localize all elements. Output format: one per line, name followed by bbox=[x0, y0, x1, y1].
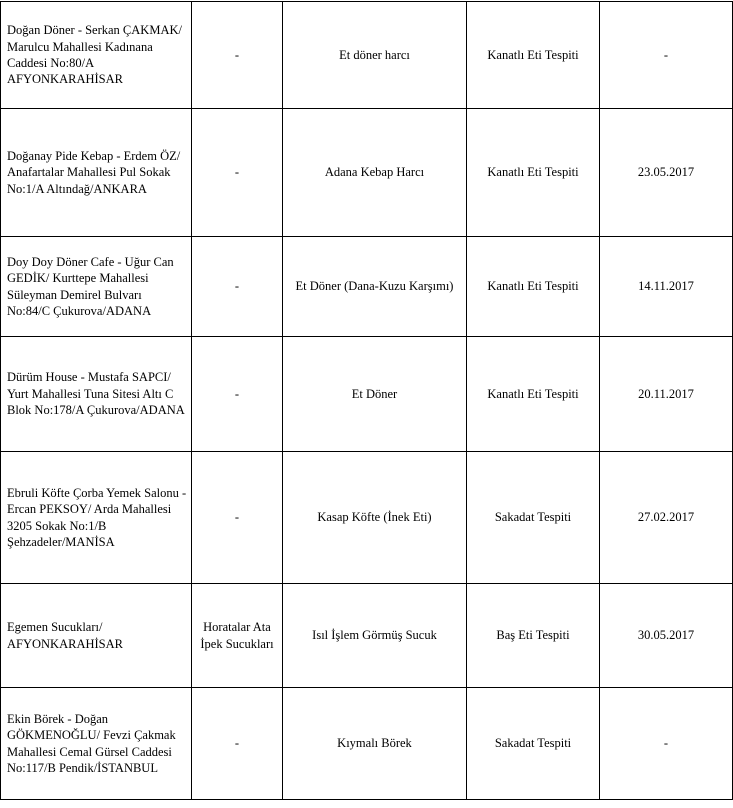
firm-cell: Dürüm House - Mustafa SAPCI/ Yurt Mahallesi Tuna Sitesi Altı C Blok No:178/A Çukurova/ADANA bbox=[1, 337, 192, 452]
finding-cell: Sakadat Tespiti bbox=[467, 452, 600, 584]
table-row bbox=[1, 688, 733, 800]
table-row bbox=[1, 584, 733, 688]
brand-cell: - bbox=[192, 109, 283, 237]
product-cell: Et döner harcı bbox=[283, 2, 467, 109]
date-cell: 23.05.2017 bbox=[600, 109, 733, 237]
date-cell: - bbox=[600, 2, 733, 109]
product-cell: Et Döner (Dana-Kuzu Karşımı) bbox=[283, 237, 467, 337]
product-cell: Kıymalı Börek bbox=[283, 688, 467, 800]
date-cell: 30.05.2017 bbox=[600, 584, 733, 688]
finding-cell: Sakadat Tespiti bbox=[467, 688, 600, 800]
table-row bbox=[1, 237, 733, 337]
firm-cell: Doy Doy Döner Cafe - Uğur Can GEDİK/ Kurttepe Mahallesi Süleyman Demirel Bulvarı No:84/C Çukurova/ADANA bbox=[1, 237, 192, 337]
product-cell: Kasap Köfte (İnek Eti) bbox=[283, 452, 467, 584]
product-cell: Et Döner bbox=[283, 337, 467, 452]
brand-cell: - bbox=[192, 2, 283, 109]
brand-cell: - bbox=[192, 688, 283, 800]
finding-cell: Baş Eti Tespiti bbox=[467, 584, 600, 688]
date-cell: 20.11.2017 bbox=[600, 337, 733, 452]
table-row bbox=[1, 337, 733, 452]
brand-cell: - bbox=[192, 337, 283, 452]
findings-table bbox=[0, 1, 733, 800]
product-cell: Adana Kebap Harcı bbox=[283, 109, 467, 237]
table-row bbox=[1, 452, 733, 584]
date-cell: 14.11.2017 bbox=[600, 237, 733, 337]
date-cell: - bbox=[600, 688, 733, 800]
date-cell: 27.02.2017 bbox=[600, 452, 733, 584]
product-cell: Isıl İşlem Görmüş Sucuk bbox=[283, 584, 467, 688]
finding-cell: Kanatlı Eti Tespiti bbox=[467, 2, 600, 109]
firm-cell: Ekin Börek - Doğan GÖKMENOĞLU/ Fevzi Çakmak Mahallesi Cemal Gürsel Caddesi No:117/B Pendik/İSTANBUL bbox=[1, 688, 192, 800]
finding-cell: Kanatlı Eti Tespiti bbox=[467, 237, 600, 337]
finding-cell: Kanatlı Eti Tespiti bbox=[467, 109, 600, 237]
brand-cell: - bbox=[192, 452, 283, 584]
table-row bbox=[1, 2, 733, 109]
brand-cell: - bbox=[192, 237, 283, 337]
table-row bbox=[1, 109, 733, 237]
brand-cell: Horatalar Ata İpek Sucukları bbox=[192, 584, 283, 688]
firm-cell: Egemen Sucukları/ AFYONKARAHİSAR bbox=[1, 584, 192, 688]
firm-cell: Doğan Döner - Serkan ÇAKMAK/ Marulcu Mahallesi Kadınana Caddesi No:80/A AFYONKARAHİSAR bbox=[1, 2, 192, 109]
firm-cell: Doğanay Pide Kebap - Erdem ÖZ/ Anafartalar Mahallesi Pul Sokak No:1/A Altındağ/ANKARA bbox=[1, 109, 192, 237]
firm-cell: Ebruli Köfte Çorba Yemek Salonu - Ercan PEKSOY/ Arda Mahallesi 3205 Sokak No:1/B Şehzadeler/MANİSA bbox=[1, 452, 192, 584]
finding-cell: Kanatlı Eti Tespiti bbox=[467, 337, 600, 452]
